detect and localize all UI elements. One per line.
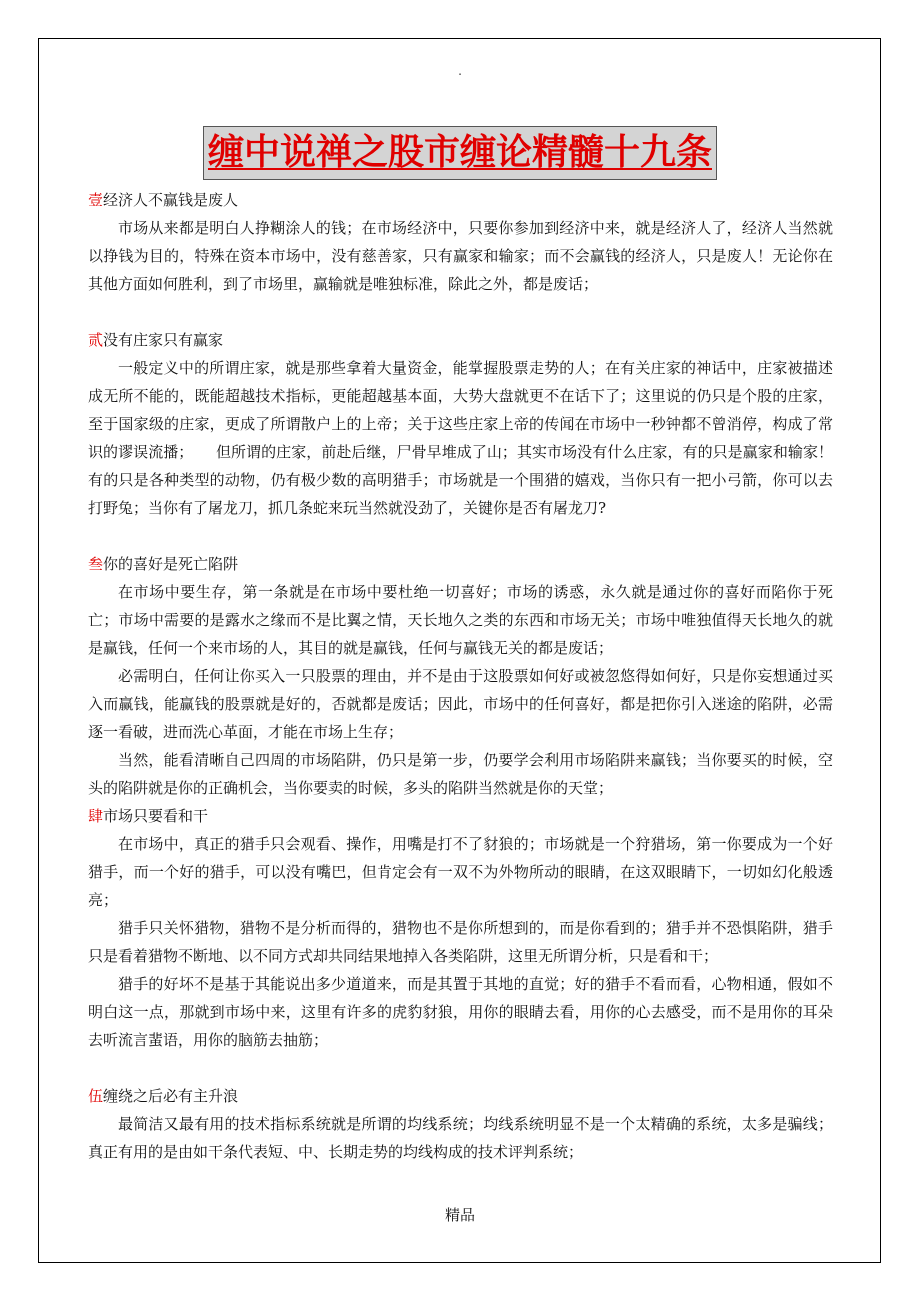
document-title: 缠中说禅之股市缠论精髓十九条 bbox=[203, 126, 717, 180]
paragraph: 猎手的好坏不是基于其能说出多少道道来，而是其置于其地的直觉；好的猎手不看而看，心物相通，假如不明白这一点，那就到市场中来，这里有许多的虎豹豺狼，用你的眼睛去看，用你的心去感受，而不是用你的耳朵去听流言蜚语，用你的脑筋去抽筋； bbox=[88, 975, 833, 1049]
section-heading bbox=[88, 1082, 833, 1110]
paragraph: 必需明白，任何让你买入一只股票的理由，并不是由于这股票如何好或被忽悠得如何好，只是你妄想通过买入而赢钱，能赢钱的股票就是好的，否就都是废话；因此，市场中的任何喜好，都是把你引入迷途的陷阱，必需逐一看破，进而洗心革面，才能在市场上生存； bbox=[88, 667, 833, 741]
section-number: 贰 bbox=[88, 331, 104, 349]
section-title: 你的喜好是死亡陷阱 bbox=[103, 555, 239, 573]
section-number: 叁 bbox=[88, 555, 104, 573]
section-title: 没有庄家只有赢家 bbox=[103, 331, 224, 349]
section-title: 经济人不赢钱是废人 bbox=[103, 191, 239, 209]
section-number: 壹 bbox=[88, 191, 104, 209]
document-body bbox=[88, 186, 833, 1166]
section-heading bbox=[88, 550, 833, 578]
page-footer: 精品 bbox=[444, 1206, 475, 1224]
section-title: 缠绕之后必有主升浪 bbox=[103, 1087, 239, 1105]
paragraph: 在市场中要生存，第一条就是在市场中要杜绝一切喜好；市场的诱惑，永久就是通过你的喜好而陷你于死亡；市场中需要的是露水之缘而不是比翼之情，天长地久之类的东西和市场无关；市场中唯独值得天长地久的就是赢钱，任何一个来市场的人，其目的就是赢钱，任何与赢钱无关的都是废话； bbox=[88, 583, 833, 657]
paragraph: 在市场中，真正的猎手只会观看、操作，用嘴是打不了豺狼的；市场就是一个狩猎场，第一你要成为一个好猎手，而一个好的猎手，可以没有嘴巴，但肯定会有一双不为外物所动的眼睛，在这双眼睛下，一切如幻化般透亮； bbox=[88, 835, 833, 909]
header-dot: . bbox=[458, 64, 462, 78]
section-heading bbox=[88, 802, 833, 830]
paragraph: 当然，能看清晰自己四周的市场陷阱，仍只是第一步，仍要学会利用市场陷阱来赢钱；当你要买的时候，空头的陷阱就是你的正确机会，当你要卖的时候，多头的陷阱当然就是你的天堂； bbox=[88, 751, 833, 797]
paragraph: 猎手只关怀猎物，猎物不是分析而得的，猎物也不是你所想到的，而是你看到的；猎手并不恐惧陷阱，猎手只是看着猎物不断地、以不同方式却共同结果地掉入各类陷阱，这里无所谓分析，只是看和干； bbox=[88, 919, 833, 965]
paragraph: 最简洁又最有用的技术指标系统就是所谓的均线系统；均线系统明显不是一个太精确的系统，太多是骗线；真正有用的是由如干条代表短、中、长期走势的均线构成的技术评判系统； bbox=[88, 1115, 833, 1161]
section-number: 肆 bbox=[88, 807, 104, 825]
section-title: 市场只要看和干 bbox=[103, 807, 209, 825]
paragraph: 市场从来都是明白人挣糊涂人的钱；在市场经济中，只要你参加到经济中来，就是经济人了，经济人当然就以挣钱为目的，特殊在资本市场中，没有慈善家，只有赢家和输家；而不会赢钱的经济人，只是废人！无论你在其他方面如何胜利，到了市场里，赢输就是唯独标准，除此之外，都是废话； bbox=[88, 219, 833, 293]
section-heading bbox=[88, 326, 833, 354]
title-container bbox=[0, 126, 920, 180]
paragraph: 一般定义中的所谓庄家，就是那些拿着大量资金，能掌握股票走势的人；在有关庄家的神话中，庄家被描述成无所不能的，既能超越技术指标，更能超越基本面，大势大盘就更不在话下了；这里说的仍只是个股的庄家，至于国家级的庄家，更成了所谓散户上的上帝；关于这些庄家上帝的传闻在市场中一秒钟都不曾消停，构成了常识的谬误流播； 但所谓的庄家，前赴后继，尸骨早堆成了山；其实市场没有什么庄家，有的只是赢家和输家！有的只是各种类型的动物，仍有极少数的高明猎手；市场就是一个围猎的嬉戏，当你只有一把小弓箭，你可以去打野兔；当你有了屠龙刀，抓几条蛇来玩当然就没劲了，关键你是否有屠龙刀? bbox=[88, 359, 833, 517]
section-heading bbox=[88, 186, 833, 214]
section-number: 伍 bbox=[88, 1087, 104, 1105]
